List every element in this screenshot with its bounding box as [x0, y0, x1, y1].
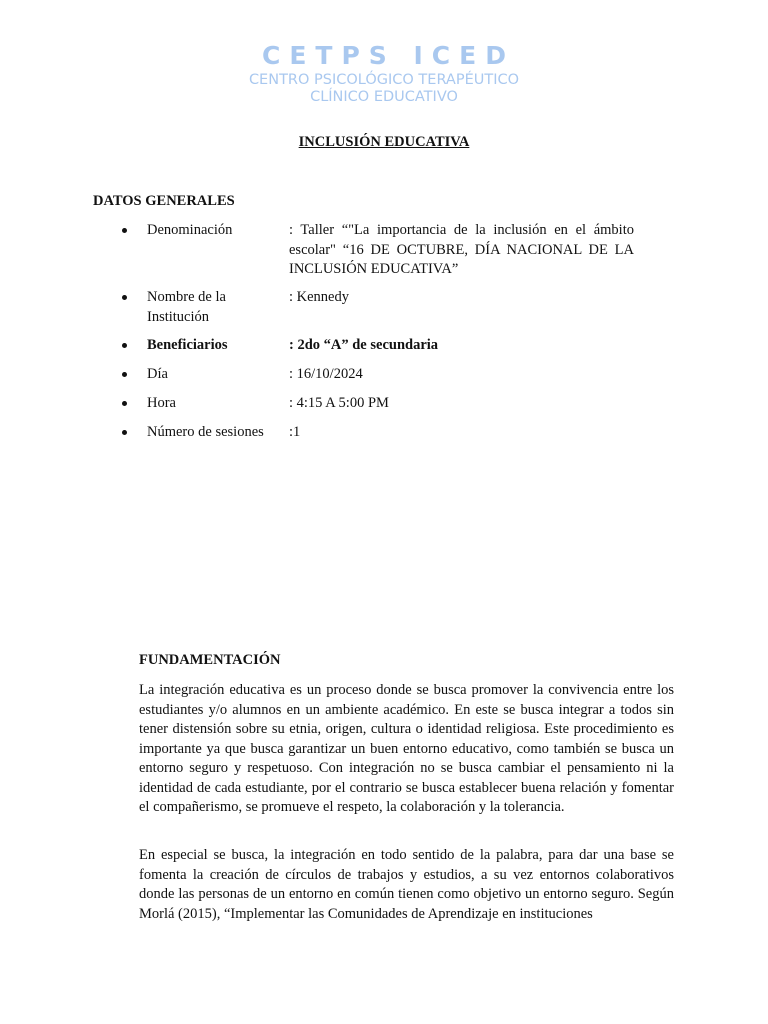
- field-value: : Taller “"La importancia de la inclusión en el ámbito escolar" “16 DE OCTUBRE, DÍA NACIONAL DE LA INCLUSIÓN EDUCATIVA”: [289, 222, 634, 277]
- field-label: Denominación: [147, 222, 233, 238]
- paragraph: La integración educativa es un proceso donde se busca promover la convivencia entre los estudiantes y/o alumnos en un ambiente académico. En este se busca integrar a todos sin tener distensión sobre su etnia, origen, cultura o identidad religiosa. Este procedimiento es importante ya que busca garantizar un buen entorno educativo, como también se busca un entorno seguro y respetuoso. Con integración no se busca cambiar el pensamiento ni la identidad de cada estudiante, por el contrario se busca establecer buena relación y fomentar el compañerismo, se promueve el respeto, la colaboración y la tolerancia.: [139, 682, 674, 815]
- datos-generales-heading: DATOS GENERALES: [93, 193, 235, 209]
- field-label: Hora: [147, 395, 176, 411]
- subtitle-line-1: CENTRO PSICOLÓGICO TERAPÉUTICO: [248, 72, 520, 88]
- bullet-icon: [122, 401, 127, 406]
- field-value: : Kennedy: [289, 289, 349, 305]
- document-title: INCLUSIÓN EDUCATIVA: [298, 134, 470, 150]
- bullet-icon: [122, 372, 127, 377]
- bullet-icon: [122, 343, 127, 348]
- bullet-icon: [122, 228, 127, 233]
- brand-title: CETPS ICED: [262, 41, 515, 70]
- fundamentacion-heading: FUNDAMENTACIÓN: [139, 652, 281, 668]
- field-label: Día: [147, 366, 168, 382]
- paragraph: En especial se busca, la integración en todo sentido de la palabra, para dar una base se fomenta la creación de círculos de trabajos y estudios, a su vez entornos colaborativos donde las personas de un entorno en común tienen como objetivo un entorno seguro. Según Morlá (2015), “Implementar las Comunidades de Aprendizaje en instituciones: [139, 847, 674, 922]
- field-value: : 4:15 A 5:00 PM: [289, 395, 389, 411]
- field-value: : 16/10/2024: [289, 366, 363, 382]
- field-label: Número de sesiones: [147, 424, 264, 440]
- bullet-icon: [122, 430, 127, 435]
- field-label: Beneficiarios: [147, 337, 228, 353]
- subtitle-line-2: CLÍNICO EDUCATIVO: [310, 89, 458, 105]
- letterhead: [0, 40, 768, 106]
- field-label: Nombre de la Institución: [147, 289, 226, 325]
- bullet-icon: [122, 295, 127, 300]
- field-value: : 2do “A” de secundaria: [289, 337, 439, 353]
- field-value: :1: [289, 424, 301, 440]
